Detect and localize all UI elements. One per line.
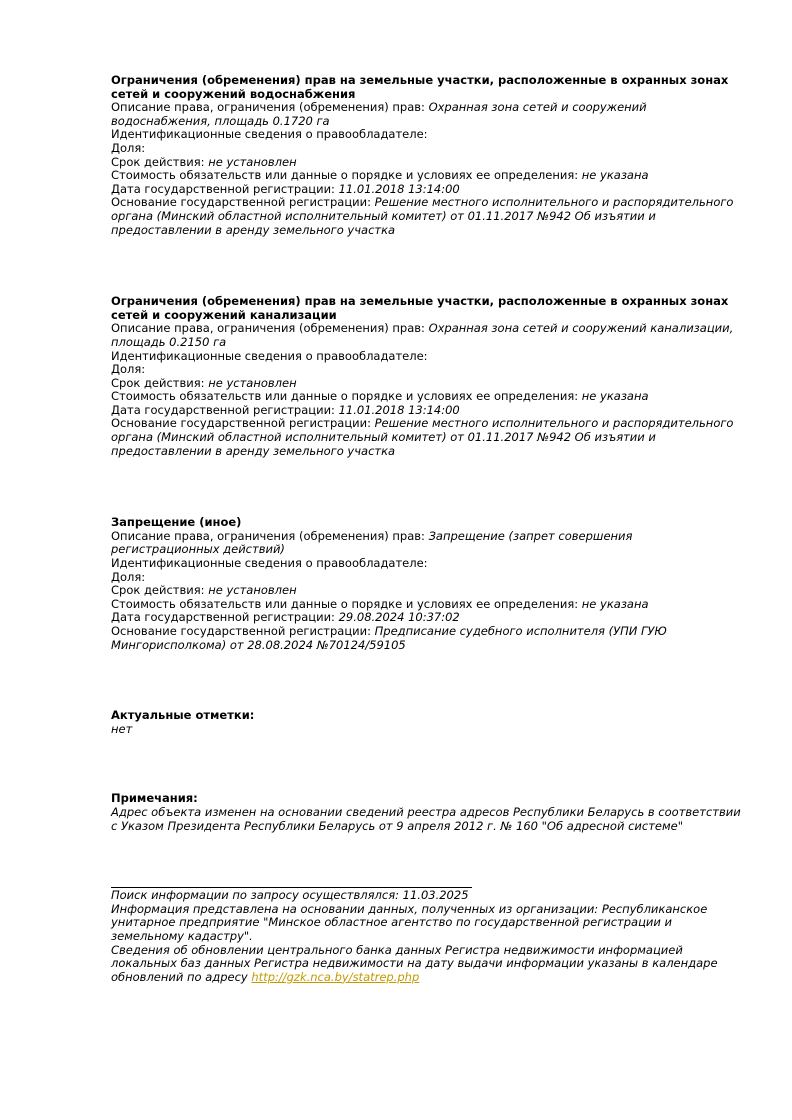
term-row (111, 377, 741, 391)
basis-row (111, 625, 741, 652)
basis-label: Основание государственной регистрации: (111, 195, 371, 210)
registration-date-value: 11.01.2018 13:14:00 (338, 402, 460, 417)
basis-row (111, 417, 741, 458)
basis-value: Предписание судебного исполнителя (УПИ ГУЮ Мингорисполкома) от 28.08.2024 №70124/59105 (111, 624, 667, 652)
registration-date-label: Дата государственной регистрации: (111, 610, 335, 625)
cost-label: Стоимость обязательств или данные о порядке и условиях ее определения: (111, 389, 579, 404)
cost-row (111, 169, 741, 183)
cost-row (111, 598, 741, 612)
description-row (111, 322, 741, 349)
term-value: не установлен (208, 154, 297, 169)
spacer (111, 833, 741, 887)
holder-label: Идентификационные сведения о правообладателе: (111, 127, 428, 142)
statrep-link[interactable]: http://gzk.nca.by/statrep.php (251, 969, 420, 984)
basis-label: Основание государственной регистрации: (111, 416, 371, 431)
description-row (111, 101, 741, 128)
update-info-row (111, 944, 741, 985)
holder-label: Идентификационные сведения о правообладателе: (111, 556, 428, 571)
spacer (111, 458, 741, 516)
term-row (111, 156, 741, 170)
basis-label: Основание государственной регистрации: (111, 624, 371, 638)
share-label: Доля: (111, 569, 146, 584)
spacer (111, 237, 741, 295)
spacer (111, 736, 741, 792)
term-label: Срок действия: (111, 375, 205, 390)
description-value: Охранная зона сетей и сооружений водоснабжения, площадь 0.1720 га (111, 100, 647, 128)
search-info: Поиск информации по запросу осуществлялся: 11.03.2025 (111, 888, 469, 903)
registration-date-label: Дата государственной регистрации: (111, 181, 335, 196)
notes-value: Адрес объекта изменен на основании сведений реестра адресов Республики Беларусь в соответствии с Указом Президента Республики Беларусь от 9 апреля 2012 г. № 160 "Об адресной системе" (111, 804, 741, 833)
basis-value: Решение местного исполнительного и распорядительного органа (Минский областной исполнительный комитет) от 01.11.2017 №942 Об изъятии и предоставлении в аренду земельного участка (111, 195, 734, 237)
section-title: Запрещение (иное) (111, 515, 242, 530)
term-value: не установлен (208, 375, 297, 390)
cost-label: Стоимость обязательств или данные о порядке и условиях ее определения: (111, 596, 579, 611)
holder-label: Идентификационные сведения о правообладателе: (111, 348, 428, 363)
notes-title: Примечания: (111, 791, 198, 806)
actual-marks-value: нет (111, 721, 133, 736)
update-info: Сведения об обновлении центрального банка данных Регистра недвижимости информацией локальных баз данных Регистра недвижимости на дату выдачи информации указаны в календаре обновлений по адресу (111, 942, 718, 984)
term-label: Срок действия: (111, 583, 205, 598)
share-label: Доля: (111, 140, 146, 155)
cost-value: не указана (581, 596, 649, 611)
spacer (111, 652, 741, 709)
registration-date-value: 11.01.2018 13:14:00 (338, 181, 460, 196)
document-body (111, 74, 741, 984)
share-label: Доля: (111, 362, 146, 377)
actual-marks-section (111, 709, 741, 736)
description-label: Описание права, ограничения (обременения) прав: (111, 528, 425, 543)
term-row (111, 584, 741, 598)
encumbrance-section-sewer (111, 295, 741, 458)
registration-date-row (111, 183, 741, 197)
registration-date-label: Дата государственной регистрации: (111, 402, 335, 417)
description-label: Описание права, ограничения (обременения) прав: (111, 100, 425, 115)
basis-value: Решение местного исполнительного и распорядительного органа (Минский областной исполнительный комитет) от 01.11.2017 №942 Об изъятии и предоставлении в аренду земельного участка (111, 416, 734, 458)
cost-label: Стоимость обязательств или данные о порядке и условиях ее определения: (111, 168, 579, 183)
registration-date-row (111, 611, 741, 625)
description-value: Запрещение (запрет совершения регистрационных действий) (111, 528, 633, 557)
cost-row (111, 390, 741, 404)
cost-value: не указана (581, 389, 649, 404)
term-label: Срок действия: (111, 154, 205, 169)
description-value: Охранная зона сетей и сооружений канализации, площадь 0.2150 га (111, 321, 734, 349)
basis-row (111, 196, 741, 237)
source-info: Информация представлена на основании данных, полученных из организации: Республиканское унитарное предприятие "Минское областное агентство по государственной регистрации и земельному кадастру". (111, 901, 708, 943)
notes-section (111, 792, 741, 833)
registration-date-row (111, 404, 741, 418)
description-row (111, 530, 741, 557)
section-title: Ограничения (обременения) прав на земельные участки, расположенные в охранных зонах сетей и сооружений водоснабжения (111, 73, 729, 101)
cost-value: не указана (581, 168, 649, 183)
encumbrance-section-water (111, 74, 741, 237)
description-label: Описание права, ограничения (обременения) прав: (111, 321, 425, 336)
section-title: Ограничения (обременения) прав на земельные участки, расположенные в охранных зонах сетей и сооружений канализации (111, 294, 729, 322)
registration-date-value: 29.08.2024 10:37:02 (338, 610, 460, 625)
prohibition-section (111, 516, 741, 652)
footer (111, 889, 741, 984)
actual-marks-title: Актуальные отметки: (111, 708, 255, 723)
term-value: не установлен (208, 583, 297, 598)
